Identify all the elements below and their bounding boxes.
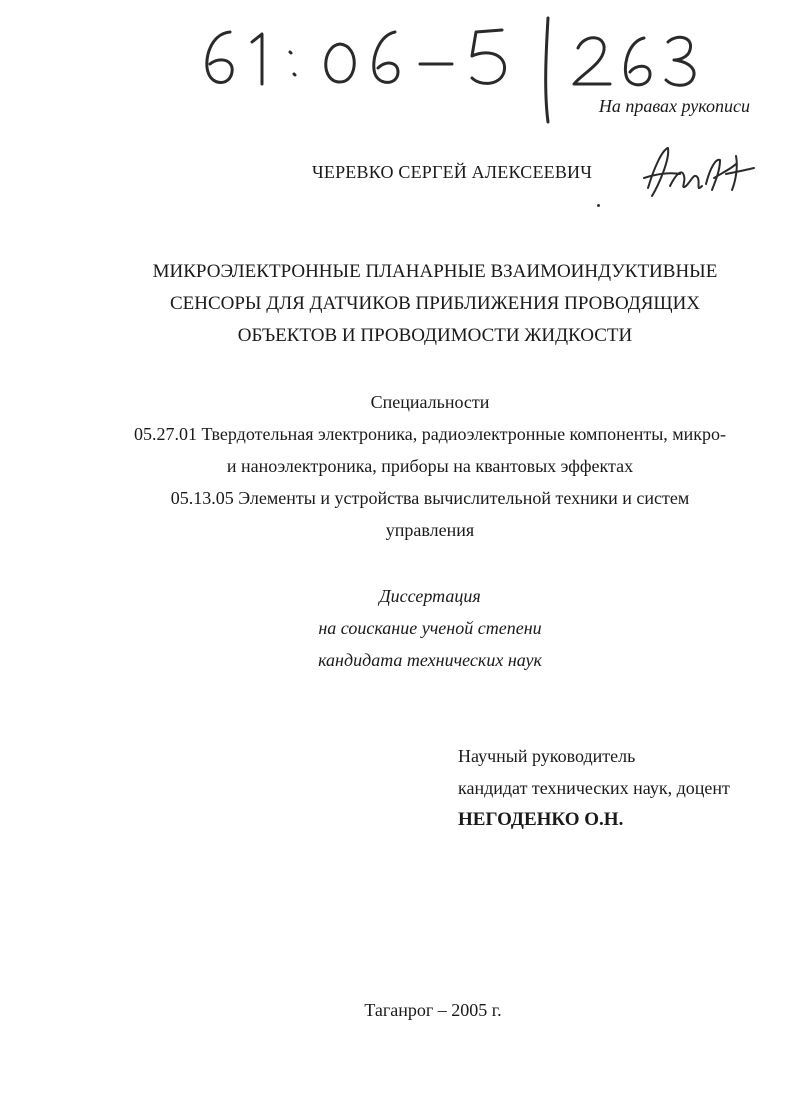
advisor-block xyxy=(458,740,730,836)
specialties-block xyxy=(60,386,796,546)
author-name: ЧЕРЕВКО СЕРГЕЙ АЛЕКСЕЕВИЧ xyxy=(312,162,593,182)
author-signature xyxy=(640,138,758,208)
title-line: ОБЪЕКТОВ И ПРОВОДИМОСТИ ЖИДКОСТИ xyxy=(237,325,633,346)
title-line: МИКРОЭЛЕКТРОННЫЕ ПЛАНАРНЫЕ ВЗАИМОИНДУКТИВНЫЕ xyxy=(152,261,718,282)
advisor-degree: кандидат технических наук, доцент xyxy=(458,778,730,798)
rights-note: На правах рукописи xyxy=(598,96,750,116)
advisor-name: НЕГОДЕНКО О.Н. xyxy=(458,809,624,830)
specialty-line: и наноэлектроника, приборы на квантовых эффектах xyxy=(226,456,634,476)
specialties-heading: Специальности xyxy=(370,392,490,412)
specialty-line: управления xyxy=(385,520,475,540)
specialty-line: 05.13.05 Элементы и устройства вычислительной техники и систем xyxy=(170,488,690,508)
degree-line: Диссертация xyxy=(379,586,481,606)
title-line: СЕНСОРЫ ДЛЯ ДАТЧИКОВ ПРИБЛИЖЕНИЯ ПРОВОДЯЩИХ xyxy=(169,293,701,314)
dissertation-title xyxy=(90,256,780,352)
advisor-role: Научный руководитель xyxy=(458,746,636,766)
specialty-line: 05.27.01 Твердотельная электроника, радиоэлектронные компоненты, микро- xyxy=(133,424,727,444)
degree-line: кандидата технических наук xyxy=(318,650,542,670)
dissertation-degree-block xyxy=(60,580,796,676)
place-and-year: Таганрог – 2005 г. xyxy=(364,1000,502,1020)
degree-line: на соискание ученой степени xyxy=(318,618,542,638)
ink-dot xyxy=(597,204,600,207)
